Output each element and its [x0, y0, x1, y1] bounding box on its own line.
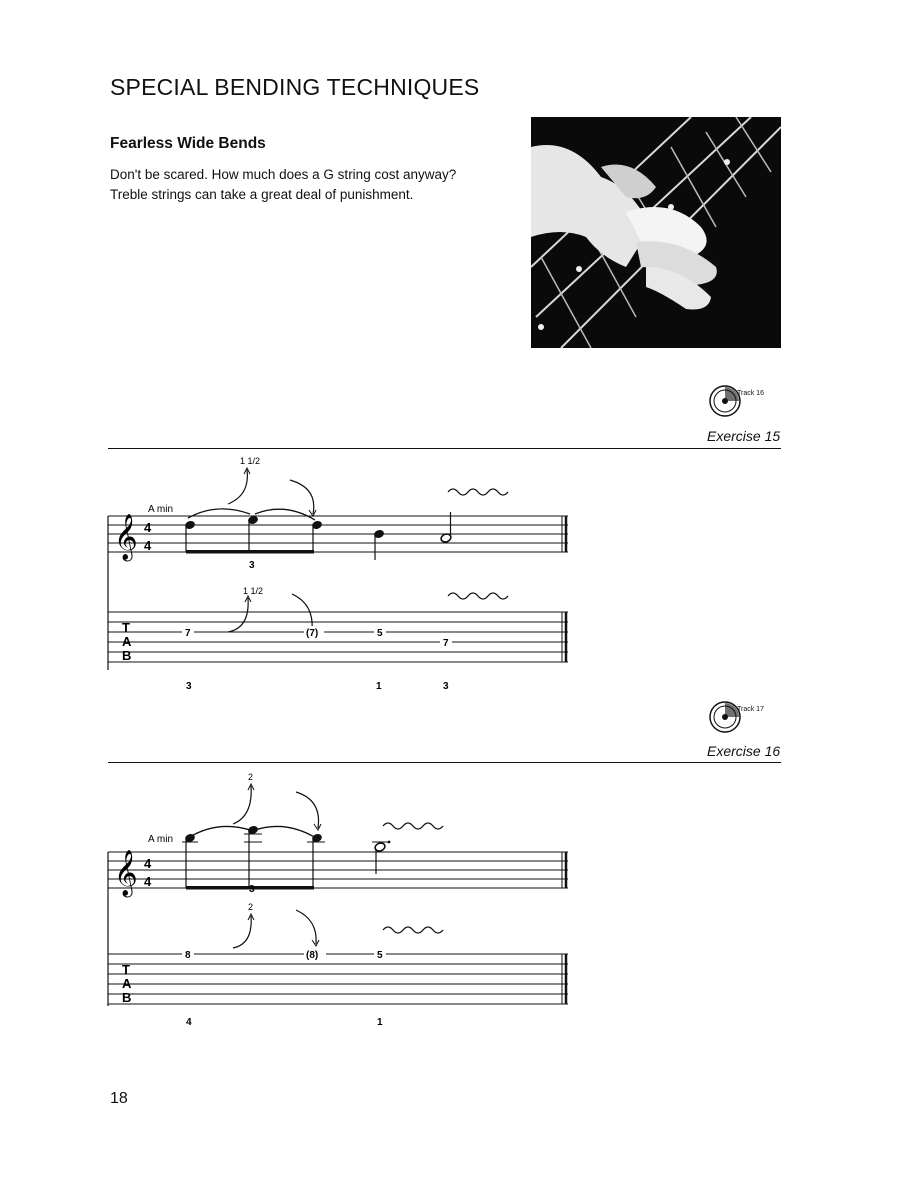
tie	[188, 509, 250, 518]
time-signature-bottom: 4	[144, 874, 152, 889]
exercise-label: Exercise 15	[707, 428, 781, 444]
bend-amount: 1 1/2	[240, 456, 261, 466]
chord-symbol: A min	[148, 834, 174, 845]
svg-text:A: A	[122, 634, 132, 649]
tab-number: (7)	[306, 628, 319, 639]
tab-number: 5	[377, 628, 383, 639]
exercise-15-notation	[100, 450, 580, 705]
time-signature-top: 4	[144, 520, 152, 535]
exercise-16-notation	[100, 768, 580, 1035]
track-badge	[708, 384, 778, 418]
tab-clef: T	[122, 962, 130, 977]
vibrato-mark	[448, 593, 508, 599]
tab-number: 8	[185, 950, 191, 961]
release-arrow	[290, 480, 314, 514]
fingering-number: 3	[443, 681, 449, 692]
bend-arrow	[228, 470, 247, 504]
fingering-number: 3	[186, 681, 192, 692]
track-label: Track 16	[737, 390, 764, 397]
fingering-number: 1	[376, 681, 382, 692]
fingering-number: 1	[377, 1017, 383, 1028]
time-signature-bottom: 4	[144, 538, 152, 553]
standard-staff	[108, 516, 568, 552]
vibrato-mark	[383, 927, 443, 933]
page-number: 18	[110, 1090, 128, 1107]
track-badge	[708, 700, 778, 734]
standard-staff	[108, 852, 568, 888]
tab-number: 7	[443, 638, 449, 649]
exercise-label: Exercise 16	[707, 743, 781, 759]
bend-amount: 1 1/2	[243, 586, 264, 596]
intro-line: Don't be scared. How much does a G string cost anyway?	[110, 167, 457, 182]
intro-paragraph	[110, 165, 520, 205]
release-arrowhead	[309, 510, 316, 516]
time-signature-top: 4	[144, 856, 152, 871]
svg-text:B: B	[122, 990, 132, 1005]
chord-symbol: A min	[148, 504, 174, 515]
tab-number: 5	[377, 950, 383, 961]
fingering-number: 4	[186, 1017, 192, 1028]
divider	[108, 448, 781, 449]
svg-text:B: B	[122, 648, 132, 663]
triplet-number: 3	[249, 560, 255, 571]
section-title: Fearless Wide Bends	[110, 135, 266, 152]
page-title: SPECIAL BENDING TECHNIQUES	[110, 74, 480, 100]
tab-staff	[108, 954, 568, 1004]
tab-number: 7	[185, 628, 191, 639]
treble-clef: 𝄞	[114, 515, 138, 559]
bend-amount: 2	[248, 772, 254, 782]
tab-number: (8)	[306, 950, 319, 961]
bend-amount: 2	[248, 902, 254, 912]
vibrato-mark	[448, 489, 508, 495]
divider	[108, 762, 781, 763]
intro-line: Treble strings can take a great deal of punishment.	[110, 187, 414, 202]
tie	[255, 509, 315, 520]
tab-clef: T	[122, 620, 130, 635]
track-label: Track 17	[737, 706, 764, 713]
treble-clef: 𝄞	[114, 851, 138, 895]
beam	[186, 550, 314, 554]
triplet-number: 3	[249, 884, 255, 895]
guitar-bend-photo	[531, 117, 781, 348]
vibrato-mark	[383, 823, 443, 829]
svg-text:A: A	[122, 976, 132, 991]
tab-staff	[108, 612, 568, 662]
